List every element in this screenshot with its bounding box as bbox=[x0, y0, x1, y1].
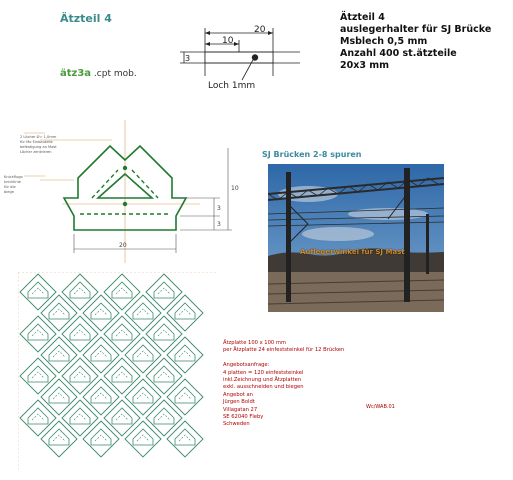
spec-block bbox=[340, 12, 491, 72]
dim-height: 10 bbox=[231, 185, 239, 192]
dim-total: 20 bbox=[254, 25, 266, 35]
bridge-photo bbox=[268, 164, 444, 312]
info-line: Angebotsanfrage: bbox=[223, 362, 270, 369]
spec-line: auslegerhalter für SJ Brücke bbox=[340, 24, 492, 35]
order-info-block bbox=[223, 340, 344, 429]
bend-note-line: biege bbox=[4, 190, 14, 194]
reference-mark: Wc/WAB.01 bbox=[366, 404, 395, 410]
bend-note-line: Knickflugo bbox=[4, 175, 23, 179]
info-line: Angebot an bbox=[223, 391, 253, 398]
info-line: Jürgen Boldt bbox=[223, 399, 255, 406]
dim-width: 20 bbox=[119, 242, 127, 249]
spec-line: 20x3 mm bbox=[340, 60, 390, 71]
file-suffix: .cpt mob. bbox=[91, 69, 137, 79]
dim-small-1: 3 bbox=[217, 205, 221, 212]
info-line: SE 62040 Fleby bbox=[223, 414, 264, 421]
info-line: exkl. ausschneiden und biegen bbox=[223, 384, 304, 391]
hole-note-line: 2 Löcher Ø= 1,0mm bbox=[20, 135, 57, 139]
info-line: 4 platten = 120 einfeststeinkel bbox=[223, 369, 304, 376]
info-line: inkl.Zeichnung und Ätzplatten bbox=[223, 377, 302, 384]
file-prefix: ätz3a bbox=[60, 68, 92, 79]
hole-note-line: Löcher zentrieren bbox=[20, 150, 52, 154]
dim-small-2: 3 bbox=[217, 221, 221, 228]
hole-note-line: befestigung an Mast bbox=[20, 145, 57, 149]
info-line bbox=[223, 355, 344, 362]
info-line: per Ätzplatte 24 einfeststeinkel für 12 Brücken bbox=[223, 347, 345, 354]
hole-label: Loch 1mm bbox=[208, 81, 256, 91]
info-line: Schweden bbox=[223, 421, 250, 428]
spec-line: Anzahl 400 st.ätzteile bbox=[340, 48, 457, 59]
photo-title: SJ Brücken 2-8 spuren bbox=[262, 150, 362, 159]
info-line: Villagatan 27 bbox=[223, 406, 258, 413]
part-dimension-drawing bbox=[170, 22, 320, 94]
bracket-technical-drawing bbox=[0, 118, 262, 266]
etch-sheet-layout bbox=[18, 272, 218, 472]
info-line: Ätzplatte 100 x 100 mm bbox=[223, 340, 286, 346]
bend-note-line: für die bbox=[4, 185, 16, 189]
spec-line: Msblech 0,5 mm bbox=[340, 36, 428, 47]
bend-note-line: knicklinie bbox=[4, 180, 21, 184]
hole-note-line: für Mo Einbauteile bbox=[20, 140, 53, 144]
photo-caption: Auflegerwinkel für SJ Mast bbox=[300, 248, 405, 256]
file-label bbox=[60, 68, 137, 79]
page-title: Ätzteil 4 bbox=[60, 12, 112, 25]
spec-line: Ätzteil 4 bbox=[340, 12, 385, 23]
dim-height: 3 bbox=[185, 54, 191, 63]
dim-half: 10 bbox=[222, 36, 234, 46]
